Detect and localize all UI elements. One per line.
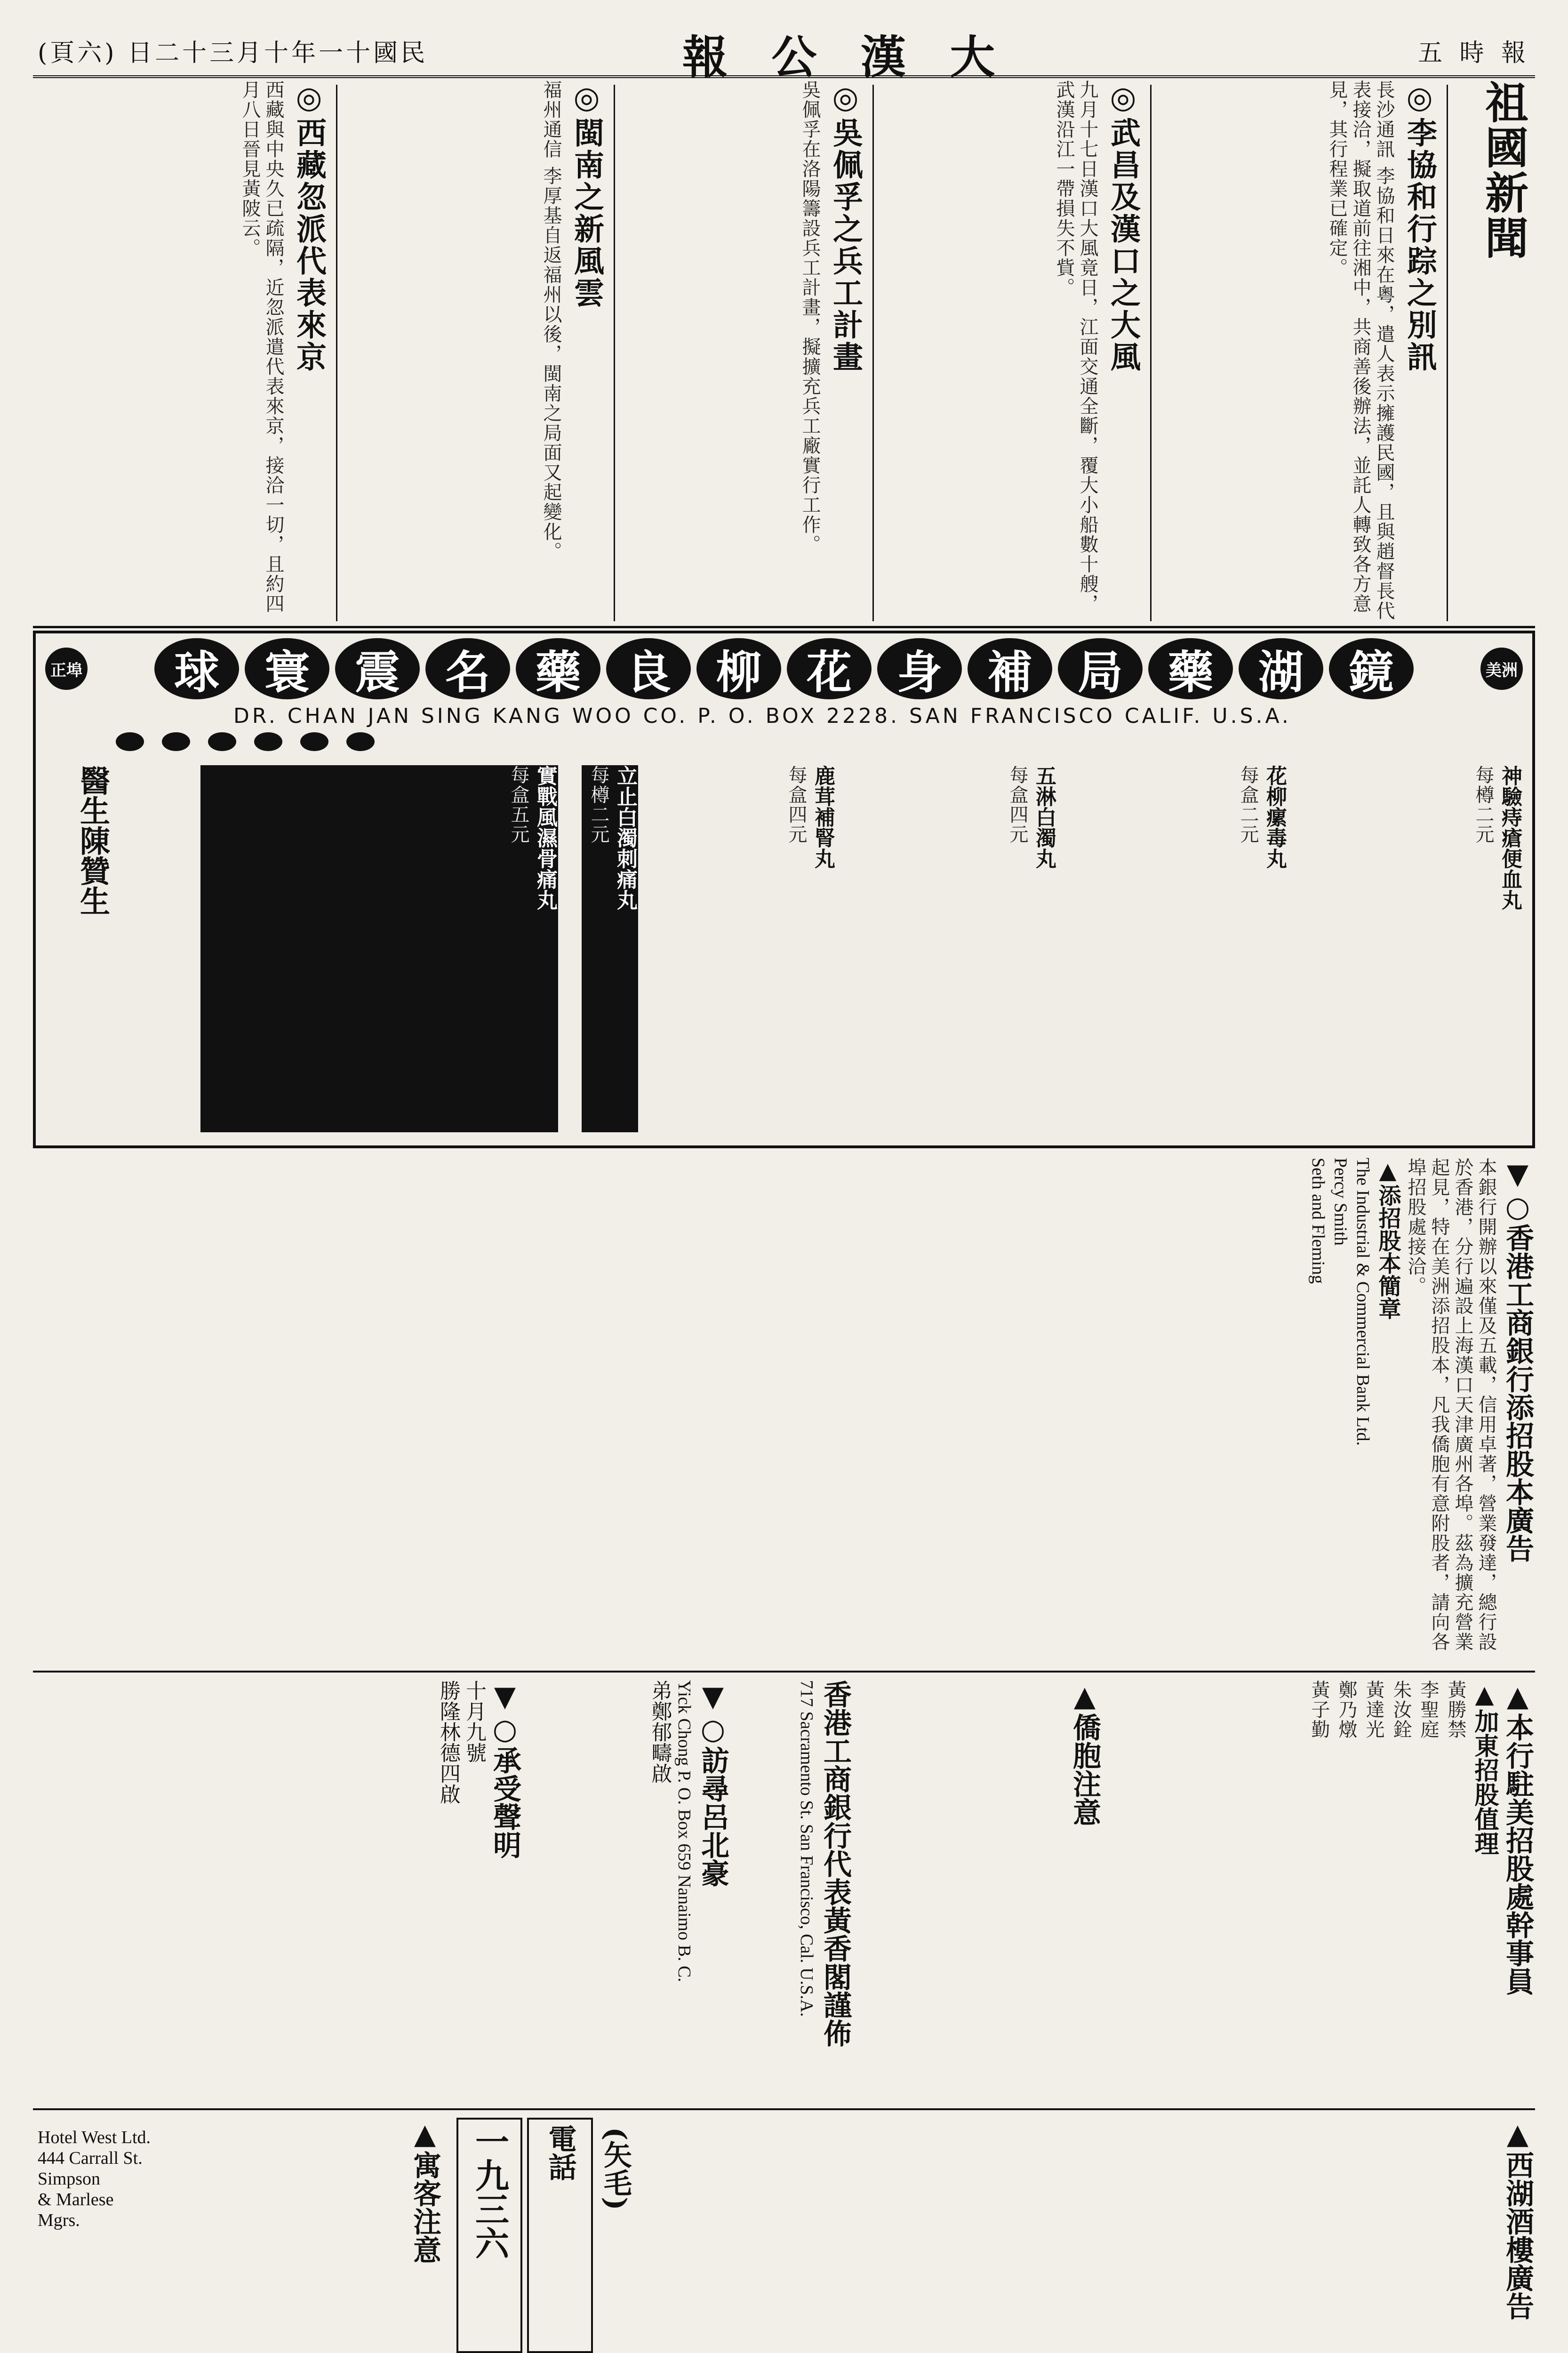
article-body: 九月十七日漢口大風竟日，江面交通全斷，覆大小船數十艘，武漢沿江一帶損失不貲。 xyxy=(1053,80,1098,614)
medicine-advertisement xyxy=(33,631,1535,1148)
article-headline: ◎李協和行踪之別訊 xyxy=(1402,80,1437,373)
recruiter-list: ▲本行駐美招股處幹事員 ▲加東招股值理 黃勝禁 李聖庭 朱汝銓 黃達光 鄭乃燉 黃子勤 xyxy=(1308,1680,1534,1995)
ad-ornament-row xyxy=(116,732,375,751)
ad-title-char: 身 xyxy=(877,638,962,699)
masthead xyxy=(33,19,1535,84)
ad-title-char: 藥 xyxy=(516,638,600,699)
rep-notice: 香港工商銀行代表黃香閣謹佈 717 Sacramento St. San Francisco, Cal. U.S.A. xyxy=(797,1680,852,2047)
hotel-ad: ▲寓客注意 Hotel West Ltd. 444 Carrall St. Simpson & Marlese Mgrs. xyxy=(38,2118,441,2264)
product-item: 五淋白濁丸 每盒四元 xyxy=(1007,765,1056,869)
article-headline: ◎武昌及漢口之大風 xyxy=(1105,80,1141,373)
search-notice: ▼○訪尋呂北豪 Yick Chong P. O. Box 659 Nanaimo B. C. 弟鄭郁疇啟 xyxy=(648,1680,729,1982)
ad-title-char: 湖 xyxy=(1239,638,1323,699)
ad-address: DR. CHAN JAN SING KANG WOO CO. P. O. BOX 2228. SAN FRANCISCO CALIF. U.S.A. xyxy=(233,704,1291,728)
restaurant-ad: ▲西湖酒樓廣告 xyxy=(1501,2118,1534,2320)
ad-title-char: 名 xyxy=(425,638,510,699)
ad-title xyxy=(36,633,1532,704)
ad-title-char: 局 xyxy=(1058,638,1143,699)
bottom-notices xyxy=(33,1158,1535,2353)
section-title: 祖國新聞 xyxy=(1478,80,1529,261)
article-headline: ◎閩南之新風雲 xyxy=(569,80,604,309)
phone-note: (矢毛) xyxy=(599,2127,632,2210)
article-headline: ◎吳佩孚之兵工計畫 xyxy=(828,80,863,373)
ad-title-char: 震 xyxy=(335,638,420,699)
news-article xyxy=(881,80,1144,626)
ad-title-char: 良 xyxy=(606,638,691,699)
ad-title-char: 球 xyxy=(154,638,239,699)
ad-tag-main: 正埠 xyxy=(45,648,88,690)
hotel-address: Hotel West Ltd. 444 Carrall St. Simpson & Marlese Mgrs. xyxy=(38,2128,151,2230)
ad-title-char: 寰 xyxy=(245,638,329,699)
ad-title-char: 藥 xyxy=(1148,638,1233,699)
ad-title-char: 補 xyxy=(968,638,1052,699)
product-item: 花柳瘰毒丸 每盒二元 xyxy=(1237,765,1287,869)
bank-notice-title: ▼○香港工商銀行添招股本廣告 xyxy=(1501,1158,1534,1562)
ad-tag-america: 美洲 xyxy=(1480,648,1523,690)
article-headline: ◎西藏忽派代表來京 xyxy=(291,80,327,373)
doctor-name: 醫生陳贊生 xyxy=(75,765,110,916)
page-date: (頁六) 日二十三月十年一十國民 xyxy=(38,39,428,67)
bank-notice-body: 本銀行開辦以來僅及五載，信用卓著，營業發達，總行設於香港，分行遍設上海漢口天津廣州各埠。茲為擴充營業起見，特在美洲添招股本，凡我僑胞有意附股者，請向各埠招股處接洽。 xyxy=(1405,1158,1497,1652)
news-article xyxy=(1159,80,1441,626)
phone-number-box: 一九三六 xyxy=(456,2118,522,2353)
news-article xyxy=(39,80,330,626)
acceptance-notice: ▼○承受聲明 十月九號 勝隆林德四啟 xyxy=(436,1680,521,1859)
article-body: 西藏與中央久已疏隔，近忽派遣代表來京，接洽一切，且約四月八日晉見黃陂云。 xyxy=(239,80,284,614)
newspaper-page xyxy=(33,19,1535,2353)
article-body: 吳佩孚在洛陽籌設兵工計畫，擬擴充兵工廠實行工作。 xyxy=(799,80,821,554)
article-body: 長沙通訊 李協和日來在粵，遣人表示擁護民國，且與趙督長代表接洽，擬取道前往湘中，共商善後辦法，並託人轉致各方意見，其行程業已確定。 xyxy=(1326,80,1395,621)
news-article xyxy=(622,80,867,626)
ad-title-char: 鏡 xyxy=(1329,638,1414,699)
qiao-notice: ▲僑胞注意 xyxy=(1068,1680,1101,1826)
top-news-band xyxy=(33,80,1535,628)
product-item: 立止白濁刺痛丸 每樽二元 xyxy=(582,765,638,1132)
agent-name: Seth and Fleming xyxy=(1308,1158,1328,1284)
ad-title-char: 柳 xyxy=(696,638,781,699)
article-body: 福州通信 李厚基自返福州以後，閩南之局面又起變化。 xyxy=(540,80,562,561)
ad-title-char: 花 xyxy=(787,638,872,699)
product-item: 神驗痔瘡便血丸 每樽二元 xyxy=(1472,765,1522,910)
bank-english-name: The Industrial & Commercial Bank Ltd. xyxy=(1353,1158,1373,1446)
phone-box: 電話 xyxy=(527,2118,593,2353)
ad-products xyxy=(36,765,1532,1142)
bank-notice xyxy=(33,1158,1535,1666)
bank-terms-title: ▲添招股本簡章 xyxy=(1375,1158,1401,1320)
news-article xyxy=(344,80,608,626)
product-item: 實戰風濕骨痛丸 每盒五元 xyxy=(200,765,558,1132)
agent-name: Percy Smith xyxy=(1330,1158,1351,1246)
product-item: 鹿茸補腎丸 每盒四元 xyxy=(785,765,835,869)
newspaper-title: 報 公 漢 大 xyxy=(682,31,1009,84)
section-label: 五 時 報 xyxy=(1417,39,1530,67)
